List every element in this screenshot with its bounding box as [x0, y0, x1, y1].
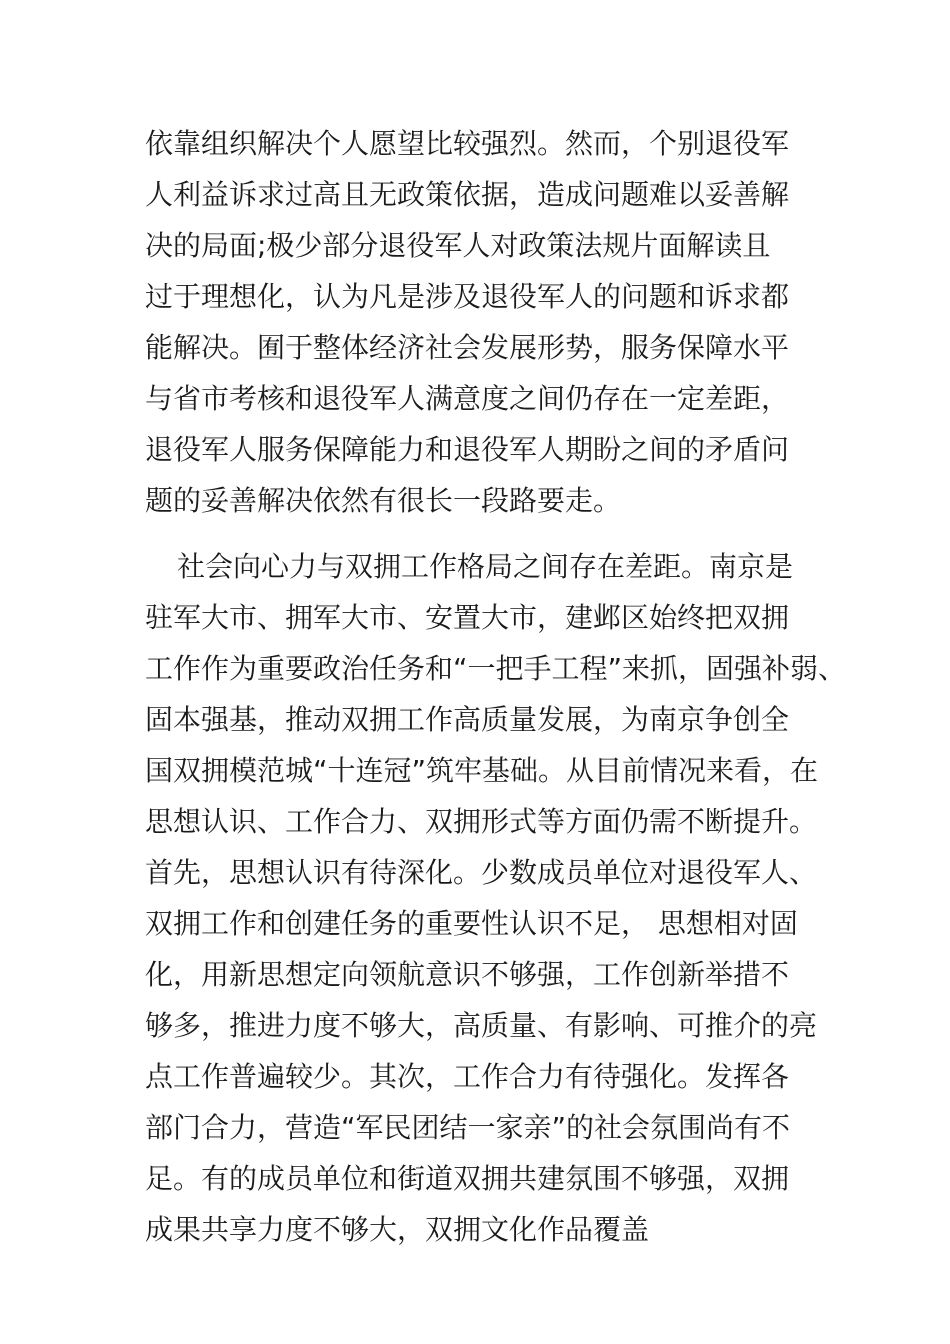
text-line: 题的妥善解决依然有很长一段路要走。 [145, 484, 622, 517]
text-line: 退役军人服务保障能力和退役军人期盼之间的矛盾问 [145, 433, 790, 466]
text-line: 工作作为重要政治任务和“一把手工程”来抓，固强补弱、 [145, 652, 847, 685]
text-line: 社会向心力与双拥工作格局之间存在差距。南京是 [177, 550, 794, 583]
text-line: 化，用新思想定向领航意识不够强，工作创新举措不 [145, 958, 790, 991]
text-line: 国双拥模范城“十连冠”筑牢基础。从目前情况来看，在 [145, 754, 819, 787]
text-line: 足。有的成员单位和街道双拥共建氛围不够强，双拥 [145, 1162, 790, 1195]
text-line: 能解决。囿于整体经济社会发展形势，服务保障水平 [145, 331, 790, 364]
text-line: 部门合力，营造“军民团结一家亲”的社会氛围尚有不 [145, 1111, 791, 1144]
text-line: 成果共享力度不够大，双拥文化作品覆盖 [145, 1213, 650, 1246]
text-line: 决的局面;极少部分退役军人对政策法规片面解读且 [145, 229, 771, 262]
text-line: 驻军大市、拥军大市、安置大市，建邺区始终把双拥 [145, 601, 790, 634]
text-line: 思想认识、工作合力、双拥形式等方面仍需不断提升。 [145, 805, 818, 838]
text-line: 够多，推进力度不够大，高质量、有影响、可推介的亮 [145, 1009, 818, 1042]
text-line: 依靠组织解决个人愿望比较强烈。然而，个别退役军 [145, 127, 790, 160]
text-line: 首先，思想认识有待深化。少数成员单位对退役军人、 [145, 856, 818, 889]
paragraph-2 [145, 541, 845, 1255]
text-line: 固本强基，推动双拥工作高质量发展，为南京争创全 [145, 703, 790, 736]
paragraph-spacer [145, 526, 845, 541]
paragraph-1 [145, 118, 845, 526]
text-line: 过于理想化，认为凡是涉及退役军人的问题和诉求都 [145, 280, 790, 313]
text-line: 与省市考核和退役军人满意度之间仍存在一定差距， [145, 382, 790, 415]
document-body [145, 118, 845, 1255]
text-line: 点工作普遍较少。其次，工作合力有待强化。发挥各 [145, 1060, 790, 1093]
text-line: 双拥工作和创建任务的重要性认识不足， 思想相对固 [145, 907, 798, 940]
text-line: 人利益诉求过高且无政策依据，造成问题难以妥善解 [145, 178, 790, 211]
